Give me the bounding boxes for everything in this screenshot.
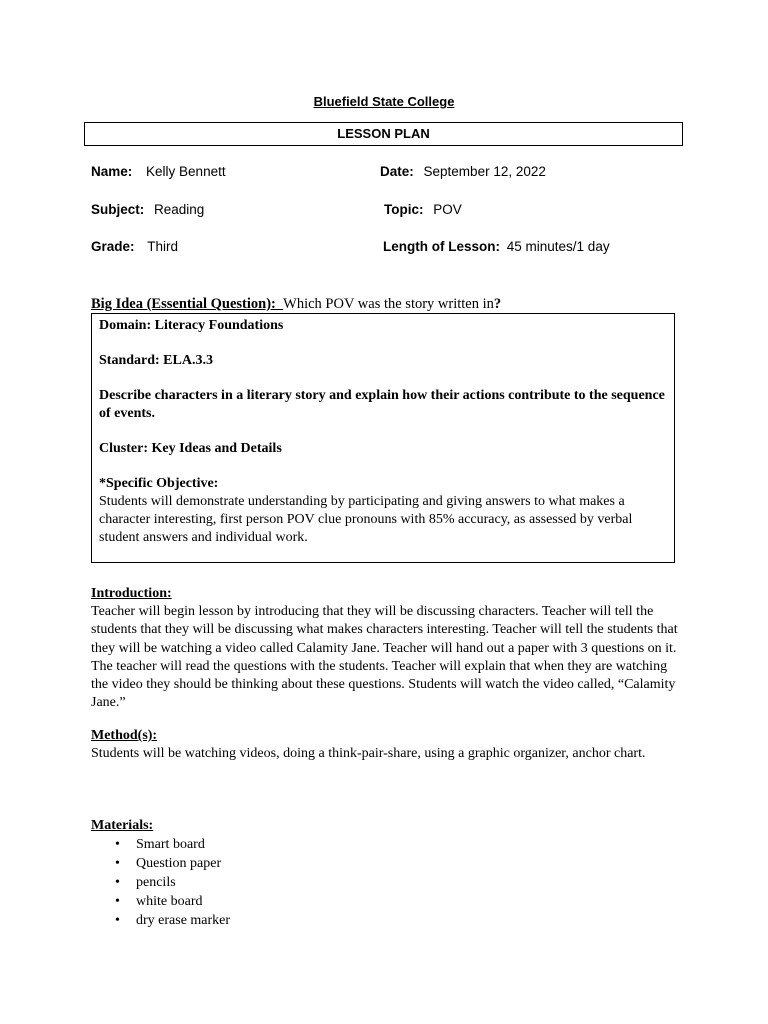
bullet-icon: •: [115, 856, 120, 872]
standard-description: Describe characters in a literary story and explain how their actions contribute to the sequence of events.: [99, 388, 665, 421]
list-item: • white board: [115, 894, 203, 910]
methods-section: [91, 727, 681, 763]
materials-section: [91, 817, 681, 930]
list-item: • dry erase marker: [115, 913, 231, 929]
list-item: • Smart board: [115, 837, 205, 853]
list-item: • Question paper: [115, 856, 222, 872]
date-field: [380, 164, 546, 179]
specific-objective-text: Students will demonstrate understanding by participating and giving answers to what makes a character interesting, first person POV clue pronouns with 85% accuracy, as assessed by verbal student answers and individual work.: [99, 494, 633, 545]
grade-value: Third: [147, 239, 179, 254]
subject-field: [91, 202, 204, 217]
list-item: • pencils: [115, 875, 176, 891]
name-value: Kelly Bennett: [146, 164, 226, 179]
bullet-icon: •: [115, 913, 120, 929]
methods-text: Students will be watching videos, doing a think-pair-share, using a graphic organizer, anchor chart.: [91, 746, 646, 762]
length-field: [383, 239, 610, 254]
domain-line: Domain: Literacy Foundations: [99, 318, 284, 333]
standard-box: [91, 313, 675, 563]
big-idea-label: Big Idea (Essential Question):: [91, 296, 276, 312]
name-field: [91, 164, 226, 179]
introduction-section: [91, 585, 681, 712]
introduction-text: Teacher will begin lesson by introducing that they will be discussing characters. Teacher will tell the students that they will be discussing what makes characters interesting. Teacher will tell the students that they will be watching a video called Calamity Jane. Teacher will hand out a paper with 3 questions on it. The teacher will read the questions with the students. Teacher will explain that when they are watching the video they should be thinking about these questions. Students will watch the video called, “Calamity Jane.”: [91, 604, 678, 711]
bullet-icon: •: [115, 875, 120, 891]
big-idea: [91, 296, 501, 313]
subject-value: Reading: [154, 202, 205, 217]
length-value: 45 minutes/1 day: [506, 239, 610, 254]
topic-label: Topic:: [384, 202, 424, 217]
grade-label: Grade:: [91, 239, 135, 254]
date-label: Date:: [380, 164, 414, 179]
bullet-icon: •: [115, 894, 120, 910]
length-label: Length of Lesson:: [383, 239, 500, 254]
materials-heading: Materials:: [91, 818, 154, 833]
topic-value: POV: [433, 202, 462, 217]
cluster-line: Cluster: Key Ideas and Details: [99, 441, 282, 456]
big-idea-question: Which POV was the story written in: [283, 296, 494, 312]
specific-objective-label: *Specific Objective:: [99, 476, 219, 491]
materials-list: [91, 835, 681, 930]
name-label: Name:: [91, 164, 133, 179]
date-value: September 12, 2022: [423, 164, 546, 179]
grade-field: [91, 239, 178, 254]
standard-line: Standard: ELA.3.3: [99, 353, 213, 368]
methods-heading: Method(s):: [91, 728, 158, 743]
college-name: Bluefield State College: [313, 94, 455, 109]
big-idea-question-mark: ?: [493, 296, 502, 312]
lesson-plan-title: LESSON PLAN: [84, 122, 683, 146]
subject-label: Subject:: [91, 202, 145, 217]
bullet-icon: •: [115, 837, 120, 853]
introduction-heading: Introduction:: [91, 586, 172, 601]
topic-field: [384, 202, 462, 217]
